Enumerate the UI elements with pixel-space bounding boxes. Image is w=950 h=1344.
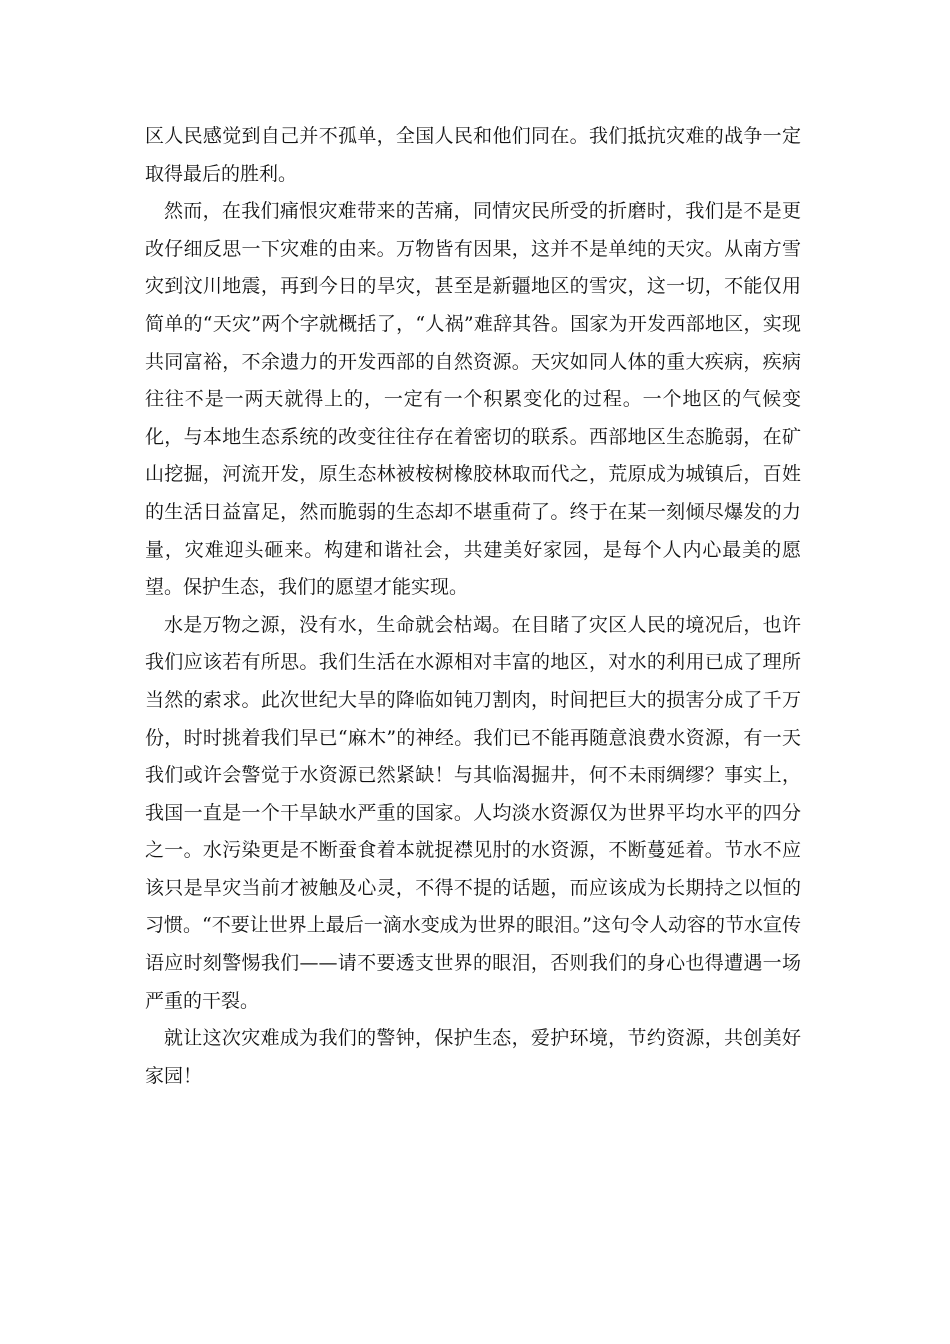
paragraph-1: 区人民感觉到自己并不孤单，全国人民和他们同在。我们抵抗灾难的战争一定取得最后的胜利。 xyxy=(145,125,801,185)
paragraph-4: 就让这次灾难成为我们的警钟，保护生态，爱护环境，节约资源，共创美好家园！ xyxy=(145,1027,801,1087)
document-body xyxy=(145,118,801,1095)
paragraph-2: 然而，在我们痛恨灾难带来的苦痛，同情灾民所受的折磨时，我们是不是更改仔细反思一下灾难的由来。万物皆有因果，这并不是单纯的天灾。从南方雪灾到汶川地震，再到今日的旱灾，甚至是新疆地区的雪灾，这一切，不能仅用简单的“天灾”两个字就概括了，“人祸”难辞其咎。国家为开发西部地区，实现共同富裕，不余遗力的开发西部的自然资源。天灾如同人体的重大疾病，疾病往往不是一两天就得上的，一定有一个积累变化的过程。一个地区的气候变化，与本地生态系统的改变往往存在着密切的联系。西部地区生态脆弱，在矿山挖掘，河流开发，原生态林被桉树橡胶林取而代之，荒原成为城镇后，百姓的生活日益富足，然而脆弱的生态却不堪重荷了。终于在某一刻倾尽爆发的力量，灾难迎头砸来。构建和谐社会，共建美好家园，是每个人内心最美的愿望。保护生态，我们的愿望才能实现。 xyxy=(145,200,801,599)
paragraph-3: 水是万物之源，没有水，生命就会枯竭。在目睹了灾区人民的境况后，也许我们应该若有所思。我们生活在水源相对丰富的地区，对水的利用已成了理所当然的索求。此次世纪大旱的降临如钝刀割肉，时间把巨大的损害分成了千万份，时时挑着我们早已“麻木”的神经。我们已不能再随意浪费水资源，有一天我们或许会警觉于水资源已然紧缺！与其临渴掘井，何不未雨绸缪？事实上，我国一直是一个干旱缺水严重的国家。人均淡水资源仅为世界平均水平的四分之一。水污染更是不断蚕食着本就捉襟见肘的水资源，不断蔓延着。节水不应该只是旱灾当前才被触及心灵，不得不提的话题，而应该成为长期持之以恒的习惯。“不要让世界上最后一滴水变成为世界的眼泪。”这句令人动容的节水宣传语应时刻警惕我们——请不要透支世界的眼泪，否则我们的身心也得遭遇一场严重的干裂。 xyxy=(145,613,801,1012)
